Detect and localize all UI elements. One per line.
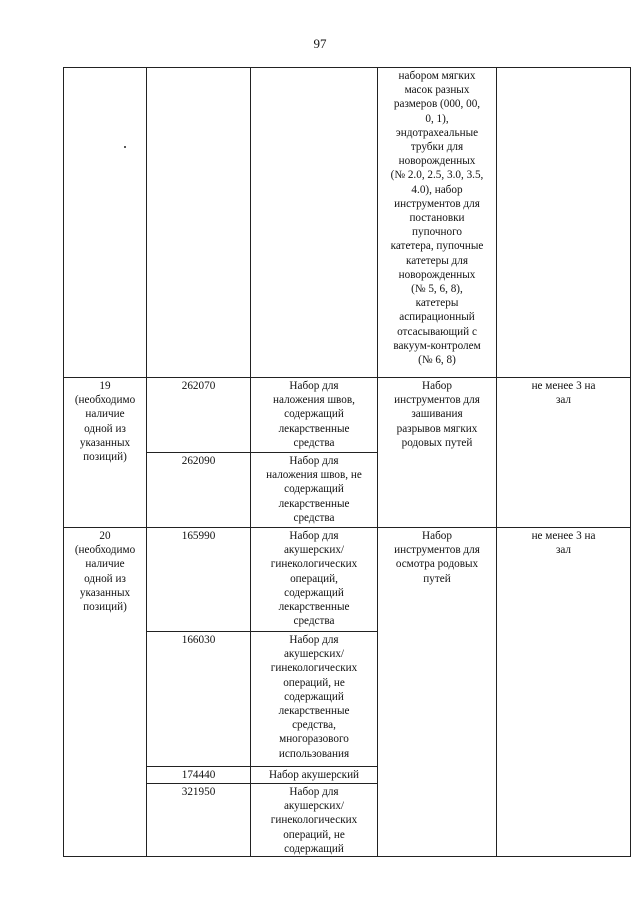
text-line: позиций): [83, 451, 127, 464]
text-line: зашивания: [411, 408, 463, 421]
text-line: Набор для: [289, 786, 339, 798]
quantity-cell: [497, 378, 631, 528]
position-code: 166030: [147, 632, 251, 767]
continuation-code-cell: [147, 68, 251, 378]
text-line: содержащий: [284, 408, 344, 421]
text-line: указанных: [79, 586, 131, 599]
table-row-continuation: [64, 68, 631, 378]
text-line: лекарственные: [278, 601, 350, 614]
text-line: Набор: [422, 380, 452, 392]
text-line: инструментов для: [394, 394, 480, 407]
description-cell: [378, 528, 497, 857]
text-line: (необходимо: [74, 394, 136, 407]
text-line: (№ 2.0, 2.5, 3.0, 3.5,: [390, 169, 484, 182]
text-line: указанных: [79, 436, 131, 449]
equipment-table: [63, 67, 631, 857]
text-line: новорожденных: [398, 268, 476, 281]
continuation-name-cell: [251, 68, 378, 378]
text-line: наложения швов,: [273, 394, 355, 407]
text-line: инструментов для: [394, 544, 480, 557]
text-line: наличие: [85, 408, 125, 421]
text-line: масок разных: [404, 84, 470, 97]
text-line: новорожденных: [398, 155, 476, 168]
page-number: 97: [313, 36, 327, 51]
position-name: [251, 767, 378, 784]
text-line: лекарственные: [278, 705, 350, 718]
text-line: разрывов мягких: [396, 422, 478, 435]
text-line: родовых путей: [401, 436, 473, 449]
position-name: [251, 632, 378, 767]
position-code: 321950: [147, 784, 251, 857]
position-name: [251, 528, 378, 632]
text-line: (необходимо: [74, 544, 136, 557]
text-line: 19: [99, 380, 111, 392]
text-line: одной из: [84, 572, 126, 585]
text-line: вакуум-контролем: [393, 339, 481, 352]
text-line: трубки для: [410, 141, 464, 154]
text-line: Набор для: [289, 634, 339, 646]
text-line: зал: [555, 394, 572, 407]
text-line: 0, 1),: [425, 112, 449, 125]
text-line: 20: [99, 530, 111, 542]
text-line: не менее 3 на: [531, 530, 596, 542]
text-line: катетеры для: [406, 254, 468, 267]
description-cell: [378, 378, 497, 528]
position-code: 174440: [147, 767, 251, 784]
text-line: операций, не: [283, 676, 345, 689]
text-line: инструментов для: [394, 197, 480, 210]
text-line: не менее 3 на: [531, 380, 596, 392]
text-line: гинекологических: [270, 558, 358, 571]
position-name: [251, 453, 378, 528]
text-line: использования: [278, 747, 350, 760]
text-line: 4.0), набор: [411, 183, 463, 196]
continuation-quantity-cell: [497, 68, 631, 378]
text-line: акушерских/: [283, 648, 345, 661]
table-row-19: [64, 378, 631, 453]
text-line: постановки: [409, 212, 465, 225]
continuation-description-cell: [378, 68, 497, 378]
text-line: операций,: [290, 572, 338, 585]
text-line: лекарственные: [278, 497, 350, 510]
text-line: одной из: [84, 422, 126, 435]
text-line: операций, не: [283, 828, 345, 841]
text-line: Набор для: [289, 380, 339, 392]
text-line: содержащий: [284, 483, 344, 496]
text-line: набором мягких: [398, 70, 476, 82]
position-name: [251, 378, 378, 453]
text-line: осмотра родовых: [395, 558, 479, 571]
position-code: 262070: [147, 378, 251, 453]
text-line: аспирационный: [399, 311, 475, 324]
text-line: Набор для: [289, 455, 339, 467]
position-name: [251, 784, 378, 857]
text-line: наличие: [85, 558, 125, 571]
text-line: многоразового: [279, 733, 349, 746]
text-line: отсасывающий с: [397, 325, 477, 338]
text-line: содержащий: [284, 586, 344, 599]
text-line: лекарственные: [278, 422, 350, 435]
text-line: акушерских/: [283, 544, 345, 557]
table-row-20: [64, 528, 631, 632]
text-line: путей: [423, 572, 451, 585]
text-line: гинекологических: [270, 662, 358, 675]
text-line: средства: [293, 615, 335, 628]
text-line: гинекологических: [270, 814, 358, 827]
text-line: катетеры: [415, 297, 459, 310]
text-line: содержащий: [284, 842, 344, 855]
text-line: размеров (000, 00,: [393, 98, 481, 111]
text-line: (№ 5, 6, 8),: [411, 283, 463, 296]
text-line: акушерских/: [283, 800, 345, 813]
text-line: пупочного: [412, 226, 462, 239]
text-line: катетера, пупочные: [390, 240, 484, 253]
text-line: средства: [293, 511, 335, 524]
quantity-cell: [497, 528, 631, 857]
text-line: средства,: [292, 719, 336, 732]
continuation-number-cell: [64, 68, 147, 378]
text-line: Набор для: [289, 530, 339, 542]
text-line: зал: [555, 544, 572, 557]
row-number-cell: [64, 378, 147, 528]
row-number-cell: [64, 528, 147, 857]
text-line: наложения швов, не: [266, 469, 362, 482]
position-code: 262090: [147, 453, 251, 528]
text-line: содержащий: [284, 690, 344, 703]
text-line: средства: [293, 436, 335, 449]
text-line: эндотрахеальные: [395, 126, 479, 139]
position-code: 165990: [147, 528, 251, 632]
text-line: Набор: [422, 530, 452, 542]
text-line: Набор акушерский: [268, 769, 360, 781]
text-line: (№ 6, 8): [418, 354, 456, 367]
text-line: позиций): [83, 601, 127, 614]
